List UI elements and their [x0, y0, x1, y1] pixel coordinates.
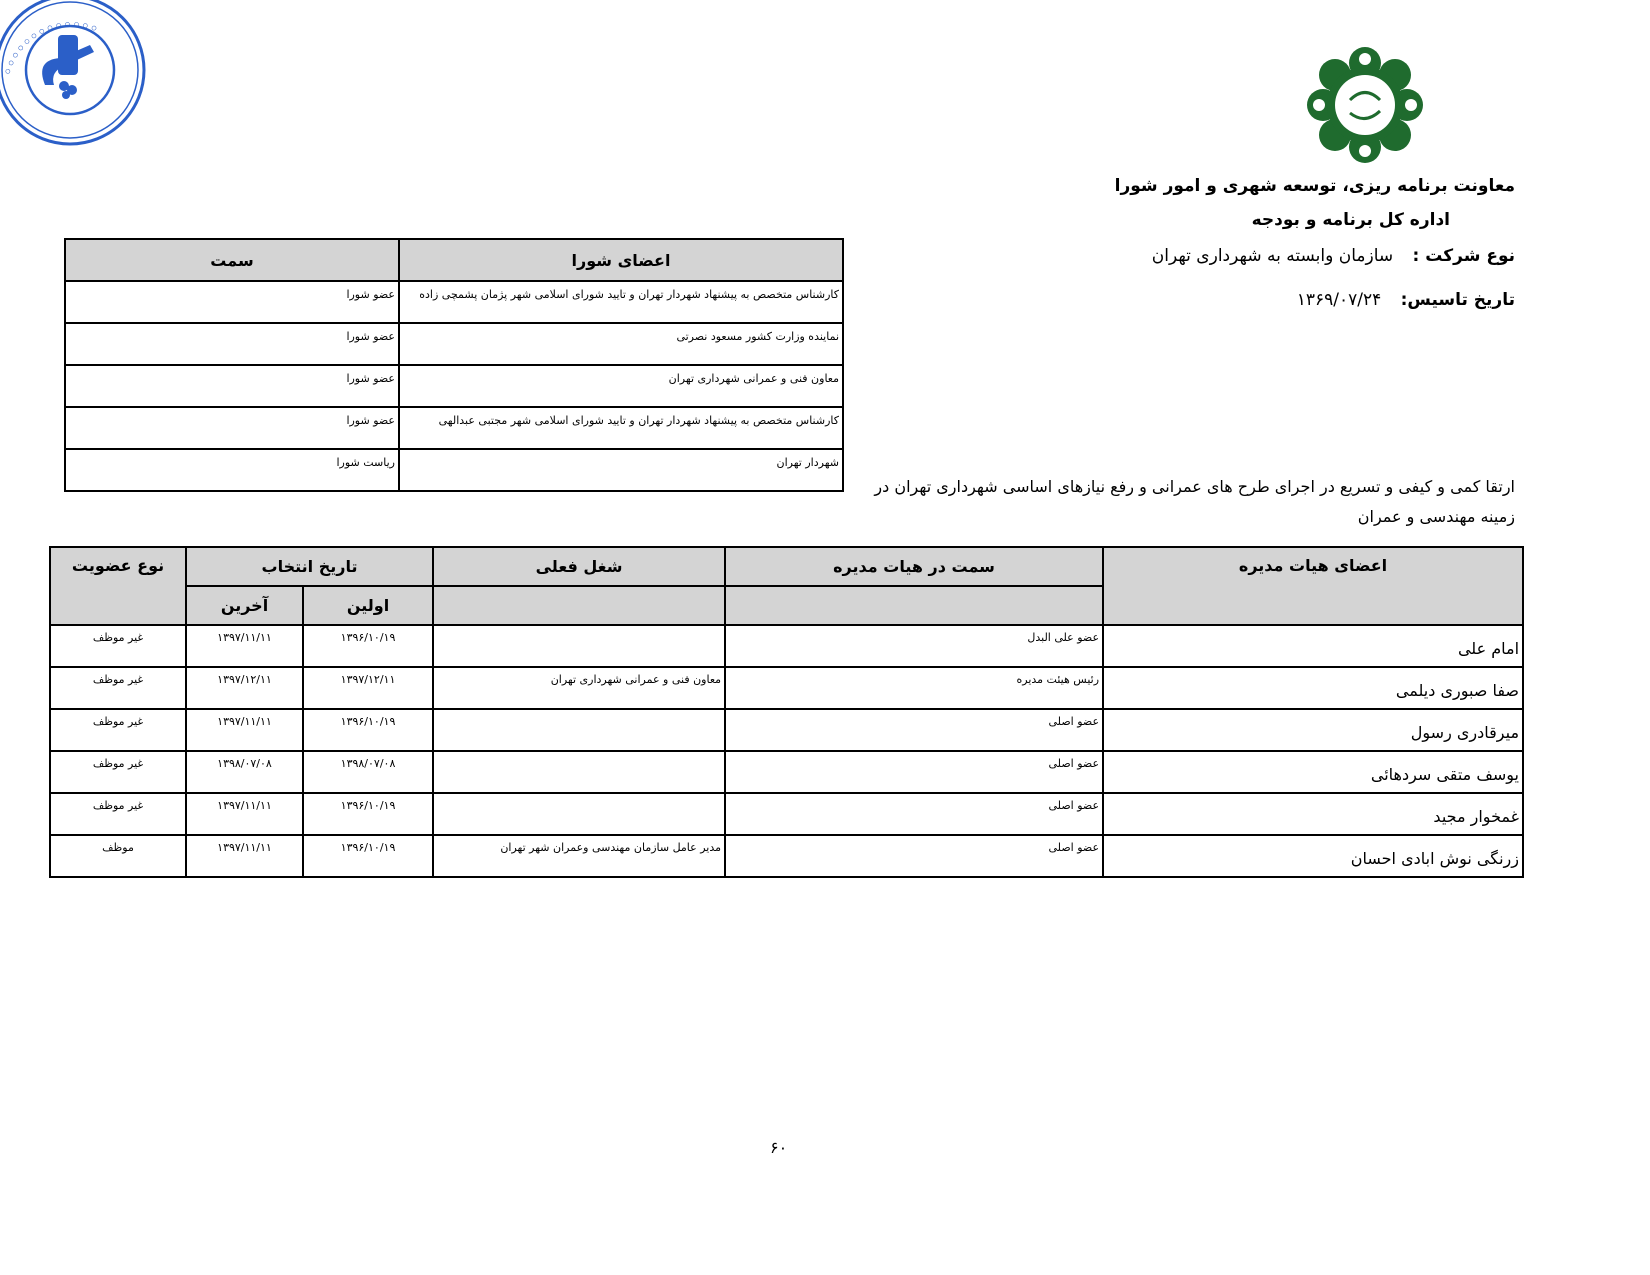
council-member: معاون فنی و عمرانی شهرداری تهران — [399, 365, 843, 407]
current-job: مدیر عامل سازمان مهندسی وعمران شهر تهران — [433, 835, 725, 877]
council-member: شهردار تهران — [399, 449, 843, 491]
col-header-last: آخرین — [186, 586, 303, 625]
table-row — [65, 407, 843, 449]
council-role: ریاست شورا — [65, 449, 399, 491]
first-election-date: ۱۳۹۶/۱۰/۱۹ — [303, 709, 433, 751]
page-number: ۶۰ — [770, 1138, 788, 1157]
col-header-role: سمت — [65, 239, 399, 281]
board-position: عضو اصلی — [725, 835, 1103, 877]
company-type-label: نوع شرکت : — [1412, 246, 1515, 266]
col-header-position: سمت در هیات مدیره — [725, 547, 1103, 586]
board-member-name: غمخوار مجید — [1103, 793, 1523, 835]
table-row — [65, 323, 843, 365]
council-role: عضو شورا — [65, 323, 399, 365]
table-row — [50, 793, 1523, 835]
board-member-name: میرقادری رسول — [1103, 709, 1523, 751]
table-row — [50, 751, 1523, 793]
table-row — [50, 709, 1523, 751]
table-header-row — [50, 547, 1523, 586]
membership-type: موظف — [50, 835, 186, 877]
col-header-member: اعضای هیات مدیره — [1103, 547, 1523, 625]
council-member: نماینده وزارت کشور مسعود نصرتی — [399, 323, 843, 365]
board-member-name: زرنگی نوش ابادی احسان — [1103, 835, 1523, 877]
current-job — [433, 625, 725, 667]
council-role: عضو شورا — [65, 281, 399, 323]
subheader-empty — [433, 586, 725, 625]
last-election-date: ۱۳۹۷/۱۱/۱۱ — [186, 835, 303, 877]
current-job: معاون فنی و عمرانی شهرداری تهران — [433, 667, 725, 709]
board-position: عضو اصلی — [725, 751, 1103, 793]
council-stamp — [0, 0, 150, 150]
current-job — [433, 709, 725, 751]
board-position: عضو اصلی — [725, 793, 1103, 835]
board-position: عضو اصلی — [725, 709, 1103, 751]
council-member: کارشناس متخصص به پیشنهاد شهردار تهران و تایید شورای اسلامی شهر مجتبی عبدالهی — [399, 407, 843, 449]
board-position: عضو علی البدل — [725, 625, 1103, 667]
membership-type: غیر موظف — [50, 709, 186, 751]
first-election-date: ۱۳۹۶/۱۰/۱۹ — [303, 835, 433, 877]
last-election-date: ۱۳۹۷/۱۱/۱۱ — [186, 625, 303, 667]
subheader-empty — [725, 586, 1103, 625]
membership-type: غیر موظف — [50, 667, 186, 709]
col-header-first: اولین — [303, 586, 433, 625]
membership-type: غیر موظف — [50, 625, 186, 667]
current-job — [433, 793, 725, 835]
table-row — [65, 365, 843, 407]
last-election-date: ۱۳۹۷/۱۱/۱۱ — [186, 793, 303, 835]
svg-text:◦◦◦◦◦◦◦◦◦◦◦◦◦: ◦◦◦◦◦◦◦◦◦◦◦◦◦ — [0, 17, 100, 78]
board-member-name: امام علی — [1103, 625, 1523, 667]
table-header-row — [65, 239, 843, 281]
company-type-value: سازمان وابسته به شهرداری تهران — [1151, 246, 1394, 266]
board-position: رئیس هیئت مدیره — [725, 667, 1103, 709]
membership-type: غیر موظف — [50, 751, 186, 793]
department-subtitle: اداره کل برنامه و بودجه — [1251, 210, 1450, 230]
col-header-job: شغل فعلی — [433, 547, 725, 586]
board-members-table — [49, 546, 1524, 878]
founded-value: ۱۳۶۹/۰۷/۲۴ — [1296, 290, 1382, 310]
tehran-municipality-logo — [1305, 45, 1425, 165]
first-election-date: ۱۳۹۶/۱۰/۱۹ — [303, 625, 433, 667]
membership-type: غیر موظف — [50, 793, 186, 835]
founded-label: تاریخ تاسیس: — [1400, 290, 1515, 310]
col-header-election-date: تاریخ انتخاب — [186, 547, 433, 586]
objective-text: ارتقا کمی و کیفی و تسریع در اجرای طرح های عمرانی و رفع نیازهای اساسی شهرداری تهران در زمینه مهندسی و عمران — [874, 477, 1515, 526]
current-job — [433, 751, 725, 793]
table-row — [50, 835, 1523, 877]
col-header-membership: نوع عضویت — [50, 547, 186, 625]
last-election-date: ۱۳۹۷/۱۱/۱۱ — [186, 709, 303, 751]
table-row — [50, 625, 1523, 667]
table-row — [65, 449, 843, 491]
founded-date — [1297, 290, 1515, 310]
first-election-date: ۱۳۹۶/۱۰/۱۹ — [303, 793, 433, 835]
council-role: عضو شورا — [65, 407, 399, 449]
board-member-name: صفا صبوری دیلمی — [1103, 667, 1523, 709]
last-election-date: ۱۳۹۸/۰۷/۰۸ — [186, 751, 303, 793]
department-title: معاونت برنامه ریزی، توسعه شهری و امور شورا — [1114, 176, 1515, 196]
first-election-date: ۱۳۹۷/۱۲/۱۱ — [303, 667, 433, 709]
first-election-date: ۱۳۹۸/۰۷/۰۸ — [303, 751, 433, 793]
council-role: عضو شورا — [65, 365, 399, 407]
council-members-table — [64, 238, 844, 492]
table-row — [65, 281, 843, 323]
council-member: کارشناس متخصص به پیشنهاد شهردار تهران و تایید شورای اسلامی شهر پژمان پشمچی زاده — [399, 281, 843, 323]
col-header-council-members: اعضای شورا — [399, 239, 843, 281]
board-member-name: یوسف متقی سردهائی — [1103, 751, 1523, 793]
table-row — [50, 667, 1523, 709]
company-type — [1152, 246, 1515, 266]
last-election-date: ۱۳۹۷/۱۲/۱۱ — [186, 667, 303, 709]
